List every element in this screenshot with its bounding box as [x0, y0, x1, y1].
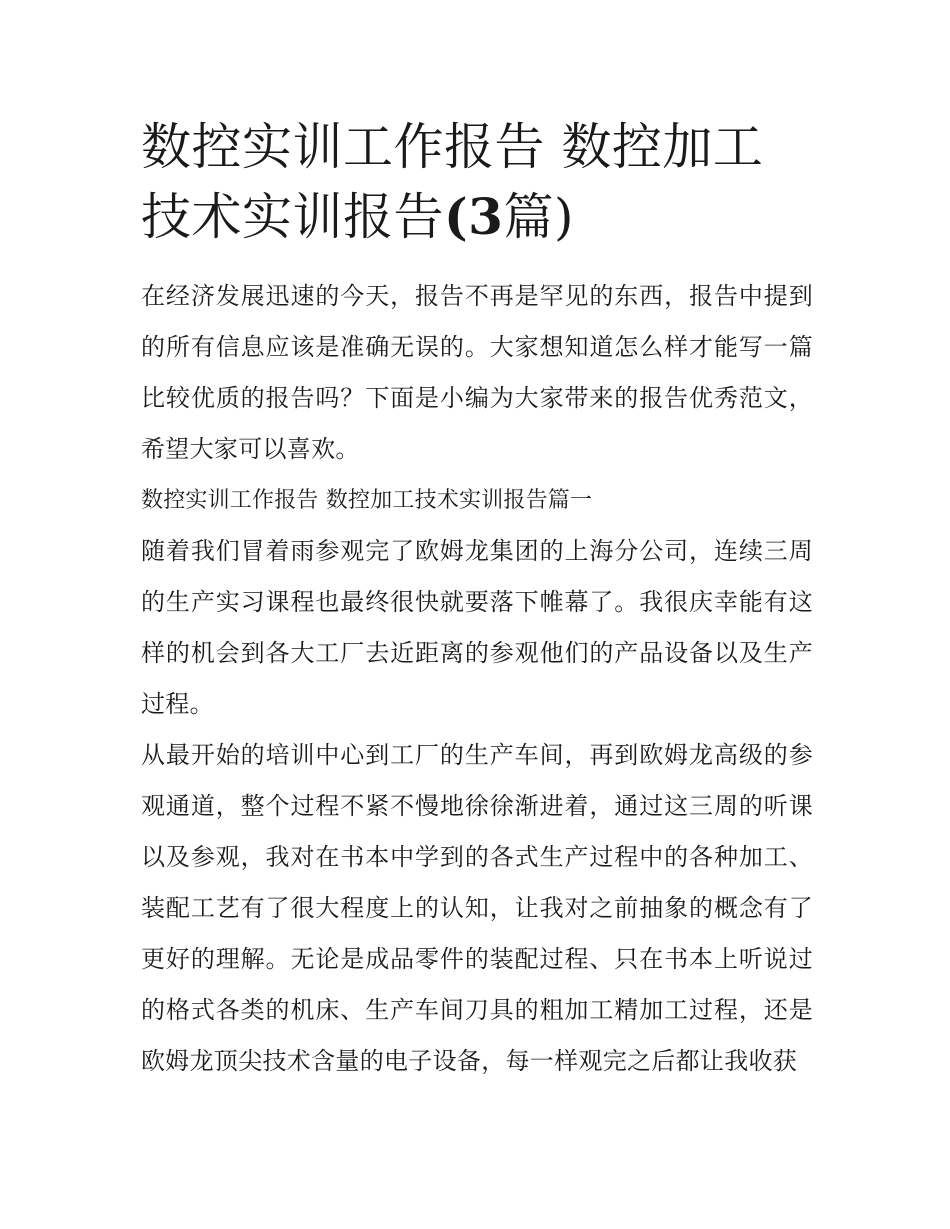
intro-paragraph: 在经济发展迅速的今天，报告不再是罕见的东西，报告中提到的所有信息应该是准确无误的。大家想知道怎么样才能写一篇比较优质的报告吗？下面是小编为大家带来的报告优秀范文，希望大家可以喜欢。: [141, 282, 813, 463]
document-title: [141, 112, 813, 252]
title-main-text: 数控实训工作报告 数控加工技术实训报告: [141, 118, 764, 246]
title-count-text: (3: [444, 187, 504, 246]
section-heading: 数控实训工作报告 数控加工技术实训报告篇一: [141, 488, 593, 513]
document-page: [141, 112, 813, 1087]
body-paragraph-1: 随着我们冒着雨参观完了欧姆龙集团的上海分公司，连续三周的生产实习课程也最终很快就要落下帷幕了。我很庆幸能有这样的机会到各大工厂去近距离的参观他们的产品设备以及生产过程。: [141, 537, 813, 718]
body-paragraph-2: 从最开始的培训中心到工厂的生产车间，再到欧姆龙高级的参观通道，整个过程不紧不慢地徐徐渐进着，通过这三周的听课以及参观，我对在书本中学到的各式生产过程中的各种加工、装配工艺有了很大程度上的认知，让我对之前抽象的概念有了更好的理解。无论是成品零件的装配过程、只在书本上听说过的格式各类的机床、生产车间刀具的粗加工精加工过程，还是欧姆龙顶尖技术含量的电子设备，每一样观完之后都让我收获: [141, 741, 813, 1075]
title-suffix-text: 篇): [503, 188, 574, 246]
